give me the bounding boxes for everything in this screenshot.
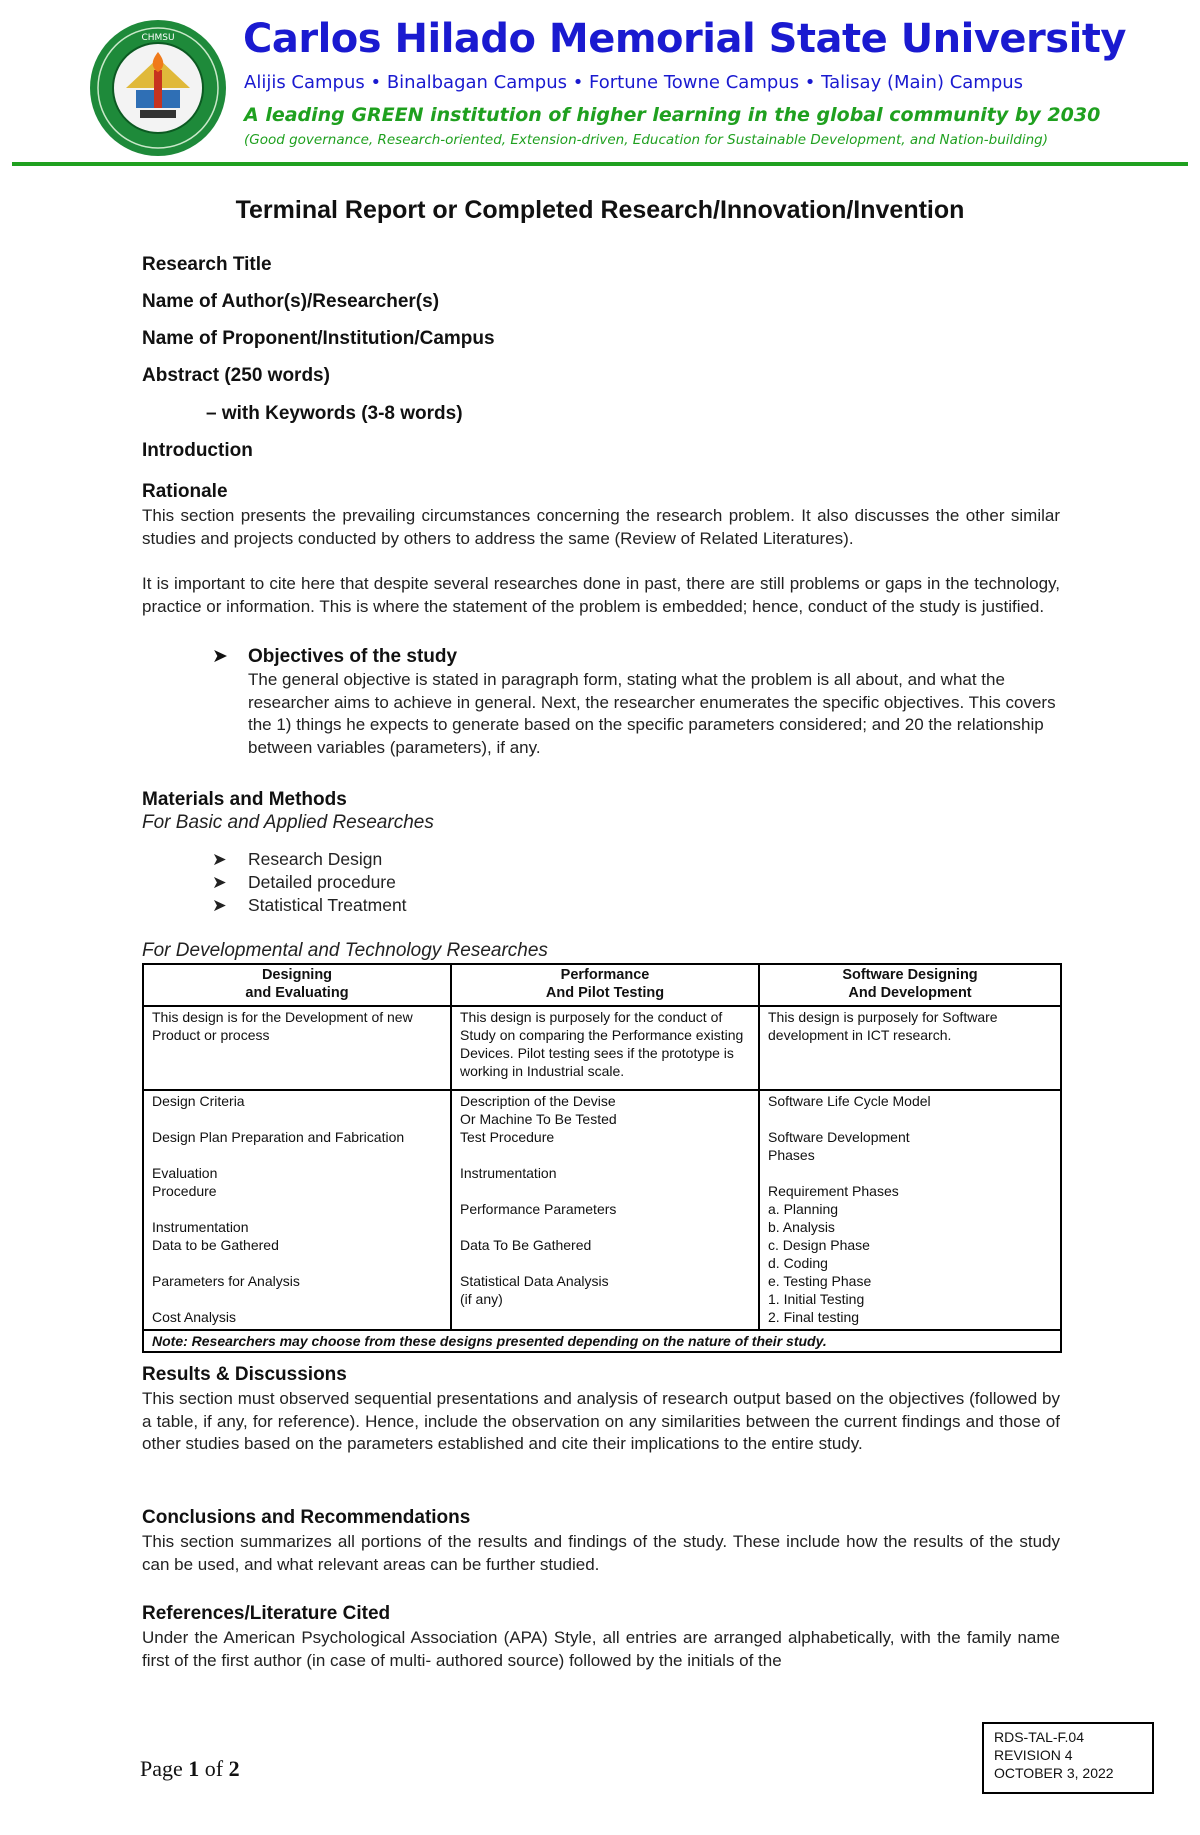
table-header: Software Designing And Development <box>759 964 1061 1006</box>
method-item <box>212 849 382 870</box>
bullet-arrow-icon: ➤ <box>212 849 227 869</box>
table-header: Designing and Evaluating <box>143 964 451 1006</box>
document-title: Terminal Report or Completed Research/Innovation/Invention <box>235 196 965 224</box>
core-values: (Good governance, Research-oriented, Extension-driven, Education for Sustainable Development, and Nation-building) <box>244 132 1048 148</box>
developmental-research-label: For Developmental and Technology Researches <box>142 940 548 961</box>
rationale-heading: Rationale <box>142 481 228 502</box>
basic-research-label: For Basic and Applied Researches <box>142 812 434 833</box>
page-of: of <box>204 1756 224 1781</box>
research-title-label: Research Title <box>142 254 272 275</box>
objectives-heading <box>212 645 457 668</box>
page-total: 2 <box>228 1756 240 1781</box>
references-heading: References/Literature Cited <box>142 1603 391 1624</box>
university-seal-icon <box>88 18 228 158</box>
table-cell-description: This design is purposely for Software development in ICT research. <box>759 1006 1061 1090</box>
proponent-label: Name of Proponent/Institution/Campus <box>142 328 495 349</box>
introduction-label: Introduction <box>142 440 253 461</box>
conclusions-heading: Conclusions and Recommendations <box>142 1507 471 1528</box>
results-paragraph: This section must observed sequential presentations and analysis of research output based on the objectives (followed by a table, if any, for reference). Hence, include the observation on any similarities between the current findings and those of other studies based on the parameters established and cite their implications to the entire study. <box>142 1389 1060 1453</box>
page-number <box>140 1756 240 1782</box>
bullet-arrow-icon: ➤ <box>212 895 227 915</box>
table-cell-details: Design Criteria Design Plan Preparation and Fabrication Evaluation Procedure Instrumentation Data to be Gathered Parameters for Analysis Cost Analysis <box>143 1090 451 1330</box>
letterhead <box>80 8 1126 158</box>
university-name: Carlos Hilado Memorial State University <box>243 16 1126 62</box>
methods-heading: Materials and Methods <box>142 789 347 810</box>
rationale-paragraph-1: This section presents the prevailing circumstances concerning the research problem. It also discusses the other similar studies and projects conducted by others to address the same (Review of Related Literatures). <box>142 506 1060 548</box>
table-cell-details: Description of the Devise Or Machine To Be Tested Test Procedure Instrumentation Performance Parameters Data To Be Gathered Statistical Data Analysis (if any) <box>451 1090 759 1330</box>
svg-text:CHMSU: CHMSU <box>141 33 175 43</box>
abstract-label: Abstract (250 words) <box>142 365 330 386</box>
form-code: RDS-TAL-F.04 <box>994 1729 1084 1745</box>
table-cell-details: Software Life Cycle Model Software Development Phases Requirement Phases a. Planning b. Analysis c. Design Phase d. Coding e. Testing Phase 1. Initial Testing 2. Final testing <box>759 1090 1061 1330</box>
vision-statement: A leading GREEN institution of higher learning in the global community by 2030 <box>244 104 1101 126</box>
keywords-label: – with Keywords (3-8 words) <box>206 403 463 424</box>
bullet-arrow-icon: ➤ <box>212 872 227 892</box>
form-date: OCTOBER 3, 2022 <box>994 1765 1114 1781</box>
form-code-box <box>982 1722 1154 1794</box>
method-item <box>212 895 407 916</box>
method-item <box>212 872 396 893</box>
method-item-label: Research Design <box>248 849 383 869</box>
references-paragraph: Under the American Psychological Association (APA) Style, all entries are arranged alphabetically, with the family name first of the first author (in case of multi- authored source) followed by the initials of the <box>142 1628 1060 1670</box>
table-cell-description: This design is purposely for the conduct of Study on comparing the Performance existing Devices. Pilot testing sees if the prototype is working in Industrial scale. <box>451 1006 759 1090</box>
bullet-arrow-icon: ➤ <box>212 646 228 667</box>
rationale-paragraph-2: It is important to cite here that despite several researches done in past, there are still problems or gaps in the technology, practice or information. This is where the statement of the problem is embedded; hence, conduct of the study is justified. <box>142 574 1060 616</box>
objectives-paragraph: The general objective is stated in paragraph form, stating what the problem is all about, and what the researcher aims to achieve in general. Next, the researcher enumerates the specific objectives. This covers the 1) things he expects to generate based on the specific parameters considered; and 20 the relationship between variables (parameters), if any. <box>248 670 1056 757</box>
results-heading: Results & Discussions <box>142 1364 347 1385</box>
research-design-table <box>142 963 1062 1353</box>
page-current: 1 <box>188 1756 200 1781</box>
authors-label: Name of Author(s)/Researcher(s) <box>142 291 440 312</box>
table-note: Note: Researchers may choose from these designs presented depending on the nature of their study. <box>143 1330 1061 1352</box>
objectives-heading-text: Objectives of the study <box>248 646 458 667</box>
method-item-label: Statistical Treatment <box>248 895 407 915</box>
campus-list: Alijis Campus • Binalbagan Campus • Fortune Towne Campus • Talisay (Main) Campus <box>244 72 1024 93</box>
page-word: Page <box>140 1756 183 1781</box>
form-revision: REVISION 4 <box>994 1747 1073 1763</box>
method-item-label: Detailed procedure <box>248 872 396 892</box>
table-header: Performance And Pilot Testing <box>451 964 759 1006</box>
header-divider <box>12 162 1188 166</box>
conclusions-paragraph: This section summarizes all portions of the results and findings of the study. These include how the results of the study can be used, and what relevant areas can be further studied. <box>142 1532 1060 1574</box>
table-cell-description: This design is for the Development of new Product or process <box>143 1006 451 1090</box>
